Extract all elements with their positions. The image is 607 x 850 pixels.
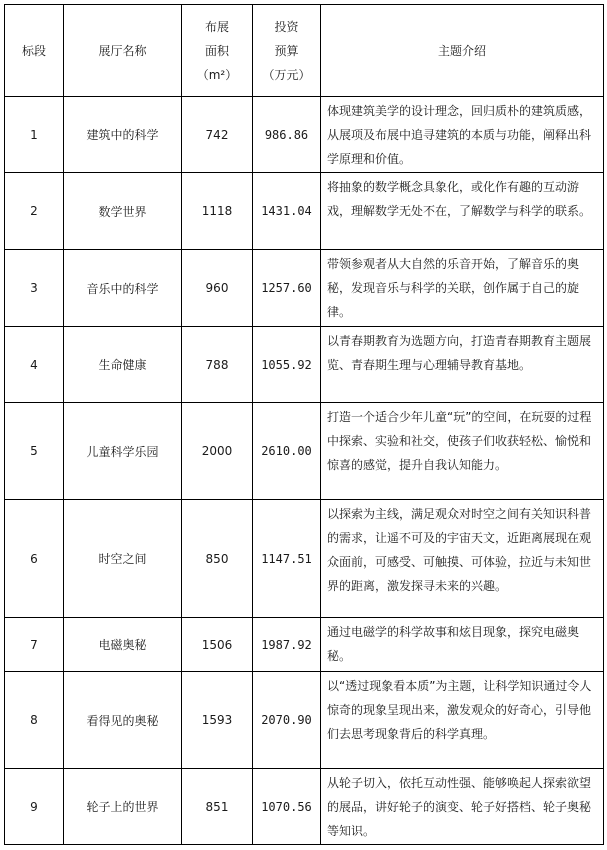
row-intro: 以“透过现象看本质”为主题，让科学知识通过令人惊奇的现象呈现出来，激发观众的好奇心，引导他们去思考现象背后的科学真理。 — [321, 672, 604, 769]
table-row — [5, 769, 604, 845]
table-row — [5, 672, 604, 769]
row-budget: 1070.56 — [253, 769, 321, 845]
header-intro: 主题介绍 — [321, 5, 604, 97]
row-budget: 1431.04 — [253, 173, 321, 250]
row-hall-name: 轮子上的世界 — [64, 769, 182, 845]
row-section: 9 — [5, 769, 64, 845]
table-row — [5, 403, 604, 500]
row-area: 1506 — [182, 618, 253, 672]
table-row — [5, 500, 604, 618]
table-row — [5, 618, 604, 672]
table-row — [5, 250, 604, 327]
row-section: 5 — [5, 403, 64, 500]
row-budget: 1987.92 — [253, 618, 321, 672]
header-budget-line-2: 预算 — [274, 43, 299, 58]
header-budget-line-1: 投资 — [274, 19, 299, 34]
row-budget: 1257.60 — [253, 250, 321, 327]
row-section: 1 — [5, 97, 64, 173]
header-area-line-2: 面积 — [204, 43, 229, 58]
row-section: 7 — [5, 618, 64, 672]
table-row — [5, 97, 604, 173]
row-section: 2 — [5, 173, 64, 250]
header-budget — [253, 5, 321, 97]
row-area: 788 — [182, 327, 253, 403]
row-section: 3 — [5, 250, 64, 327]
row-budget: 986.86 — [253, 97, 321, 173]
row-intro: 带领参观者从大自然的乐音开始，了解音乐的奥秘，发现音乐与科学的关联，创作属于自己的旋律。 — [321, 250, 604, 327]
row-budget: 2070.90 — [253, 672, 321, 769]
table-row — [5, 173, 604, 250]
row-area: 1118 — [182, 173, 253, 250]
table-row — [5, 327, 604, 403]
header-area-line-3: （m²） — [196, 67, 238, 82]
row-area: 851 — [182, 769, 253, 845]
row-area: 742 — [182, 97, 253, 173]
row-intro: 打造一个适合少年儿童“玩”的空间，在玩耍的过程中探索、实验和社交，使孩子们收获轻松、愉悦和惊喜的感觉，提升自我认知能力。 — [321, 403, 604, 500]
row-hall-name: 儿童科学乐园 — [64, 403, 182, 500]
row-section: 4 — [5, 327, 64, 403]
row-hall-name: 电磁奥秘 — [64, 618, 182, 672]
exhibition-halls-table — [4, 4, 604, 845]
row-hall-name: 时空之间 — [64, 500, 182, 618]
row-budget: 1055.92 — [253, 327, 321, 403]
row-hall-name: 建筑中的科学 — [64, 97, 182, 173]
row-hall-name: 生命健康 — [64, 327, 182, 403]
row-area: 850 — [182, 500, 253, 618]
row-intro: 以探索为主线，满足观众对时空之间有关知识科普的需求，让遥不可及的宇宙天文，近距离展现在观众面前，可感受、可触摸、可体验，拉近与未知世界的距离，激发探寻未来的兴趣。 — [321, 500, 604, 618]
row-area: 2000 — [182, 403, 253, 500]
row-section: 6 — [5, 500, 64, 618]
row-area: 960 — [182, 250, 253, 327]
row-intro: 通过电磁学的科学故事和炫目现象，探究电磁奥秘。 — [321, 618, 604, 672]
row-budget: 2610.00 — [253, 403, 321, 500]
row-intro: 从轮子切入，依托互动性强、能够唤起人探索欲望的展品，讲好轮子的演变、轮子好搭档、轮子奥秘等知识。 — [321, 769, 604, 845]
header-section: 标段 — [5, 5, 64, 97]
row-hall-name: 看得见的奥秘 — [64, 672, 182, 769]
table-header-row — [5, 5, 604, 97]
row-hall-name: 音乐中的科学 — [64, 250, 182, 327]
row-section: 8 — [5, 672, 64, 769]
header-budget-line-3: （万元） — [262, 67, 311, 82]
header-area-line-1: 布展 — [204, 19, 229, 34]
row-hall-name: 数学世界 — [64, 173, 182, 250]
row-intro: 以青春期教育为选题方向，打造青春期教育主题展览、青春期生理与心理辅导教育基地。 — [321, 327, 604, 403]
row-intro: 将抽象的数学概念具象化，或化作有趣的互动游戏，理解数学无处不在，了解数学与科学的联系。 — [321, 173, 604, 250]
header-hall-name: 展厅名称 — [64, 5, 182, 97]
row-intro: 体现建筑美学的设计理念，回归质朴的建筑质感，从展项及布展中追寻建筑的本质与功能，阐释出科学原理和价值。 — [321, 97, 604, 173]
header-area — [182, 5, 253, 97]
row-area: 1593 — [182, 672, 253, 769]
row-budget: 1147.51 — [253, 500, 321, 618]
